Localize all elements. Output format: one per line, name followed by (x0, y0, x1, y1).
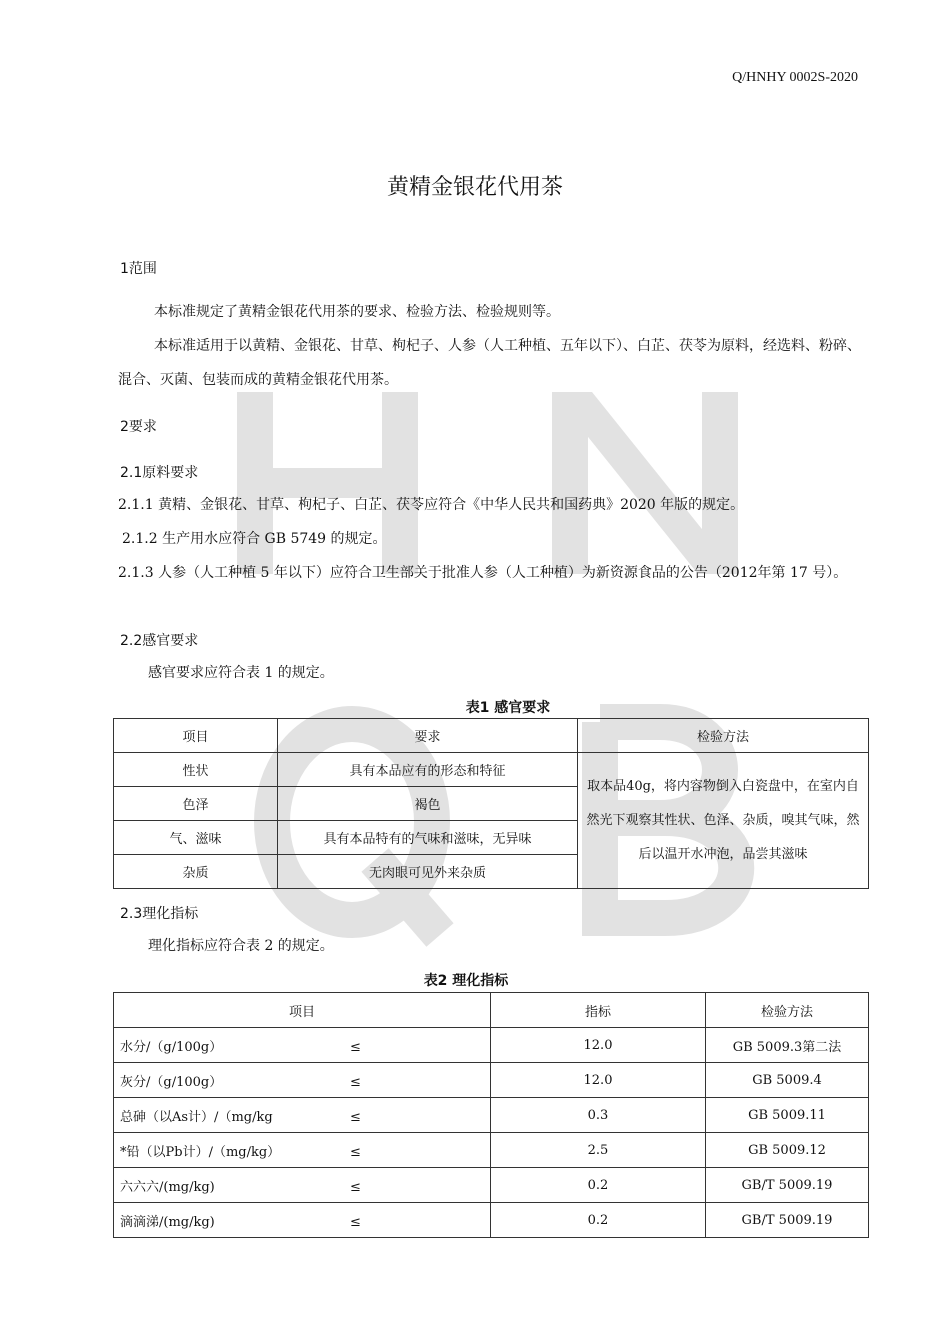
table-cell (114, 1098, 491, 1133)
table-cell: GB 5009.12 (706, 1133, 869, 1168)
table-cell: GB 5009.3第二法 (706, 1028, 869, 1063)
table-cell: GB/T 5009.19 (706, 1203, 869, 1238)
table-cell: 无肉眼可见外来杂质 (278, 855, 578, 889)
table-cell: GB 5009.11 (706, 1098, 869, 1133)
item-name: 灰分/（g/100g） (120, 1074, 223, 1090)
section-heading: 2要求 (120, 419, 157, 435)
paragraph: 感官要求应符合表 1 的规定。 (148, 665, 334, 681)
table-cell: 具有本品特有的气味和滋味，无异味 (278, 821, 578, 855)
subsection-heading: 2.2感官要求 (120, 633, 199, 649)
table-cell: GB 5009.4 (706, 1063, 869, 1098)
standard-code: Q/HNHY 0002S-2020 (732, 70, 858, 85)
paragraph: 2.1.3 人参（人工种植 5 年以下）应符合卫生部关于批准人参（人工种植）为新资源食品的公告（2012年第 17 号）。 (118, 565, 848, 581)
table-cell: 气、滋味 (114, 821, 278, 855)
page-title: 黄精金银花代用茶 (386, 175, 563, 200)
table-row (114, 1063, 869, 1098)
physicochemical-table (113, 992, 869, 1238)
subsection-heading: 2.3理化指标 (120, 906, 199, 922)
table-caption: 表1 感官要求 (465, 700, 551, 716)
paragraph: 2.1.2 生产用水应符合 GB 5749 的规定。 (122, 531, 387, 547)
item-name: 水分/（g/100g） (120, 1039, 223, 1055)
operator: ≤ (350, 1144, 361, 1160)
table-header: 检验方法 (706, 993, 869, 1028)
section-heading: 1范围 (120, 261, 157, 277)
table-cell: 杂质 (114, 855, 278, 889)
table-cell: 0.3 (491, 1098, 706, 1133)
table-header: 检验方法 (578, 719, 869, 753)
table-header: 指标 (491, 993, 706, 1028)
operator: ≤ (350, 1109, 361, 1125)
item-name: *铅（以Pb计）/（mg/kg） (120, 1144, 281, 1160)
paragraph: 理化指标应符合表 2 的规定。 (148, 938, 334, 954)
table-cell: 色泽 (114, 787, 278, 821)
item-name: 六六六/(mg/kg) (120, 1179, 215, 1195)
table-cell: 12.0 (491, 1063, 706, 1098)
table-cell (114, 1168, 491, 1203)
table-header: 项目 (114, 719, 278, 753)
table-cell: 0.2 (491, 1203, 706, 1238)
operator: ≤ (350, 1074, 361, 1090)
paragraph: 本标准规定了黄精金银花代用茶的要求、检验方法、检验规则等。 (154, 304, 560, 320)
table-cell: 褐色 (278, 787, 578, 821)
table-row (114, 1028, 869, 1063)
operator: ≤ (350, 1214, 361, 1230)
table-cell: 12.0 (491, 1028, 706, 1063)
paragraph: 本标准适用于以黄精、金银花、甘草、枸杞子、人参（人工种植、五年以下）、白芷、茯苓为原料，经选料、粉碎、混合、灭菌、包装而成的黄精金银花代用茶。 (118, 338, 861, 388)
table-cell: GB/T 5009.19 (706, 1168, 869, 1203)
table-caption: 表2 理化指标 (423, 973, 509, 989)
sensory-table (113, 718, 869, 889)
table-cell: 具有本品应有的形态和特征 (278, 753, 578, 787)
table-cell (114, 1203, 491, 1238)
table-header: 要求 (278, 719, 578, 753)
item-name: 总砷（以As计）/（mg/kg (120, 1109, 273, 1125)
table-cell: 2.5 (491, 1133, 706, 1168)
table-cell (114, 1063, 491, 1098)
item-name: 滴滴涕/(mg/kg) (120, 1214, 215, 1230)
paragraph: 2.1.1 黄精、金银花、甘草、枸杞子、白芷、茯苓应符合《中华人民共和国药典》2020 年版的规定。 (118, 497, 745, 513)
operator: ≤ (350, 1179, 361, 1195)
table-cell: 0.2 (491, 1168, 706, 1203)
table-cell (114, 1133, 491, 1168)
table-header: 项目 (114, 993, 491, 1028)
table-cell: 性状 (114, 753, 278, 787)
table-row (114, 1168, 869, 1203)
table-cell: 取本品40g，将内容物倒入白瓷盘中，在室内自然光下观察其性状、色泽、杂质，嗅其气味，然后以温开水冲泡，品尝其滋味 (578, 753, 869, 889)
operator: ≤ (350, 1039, 361, 1055)
table-row (114, 1133, 869, 1168)
subsection-heading: 2.1原料要求 (120, 465, 199, 481)
table-cell (114, 1028, 491, 1063)
table-row (114, 1203, 869, 1238)
table-row (114, 1098, 869, 1133)
